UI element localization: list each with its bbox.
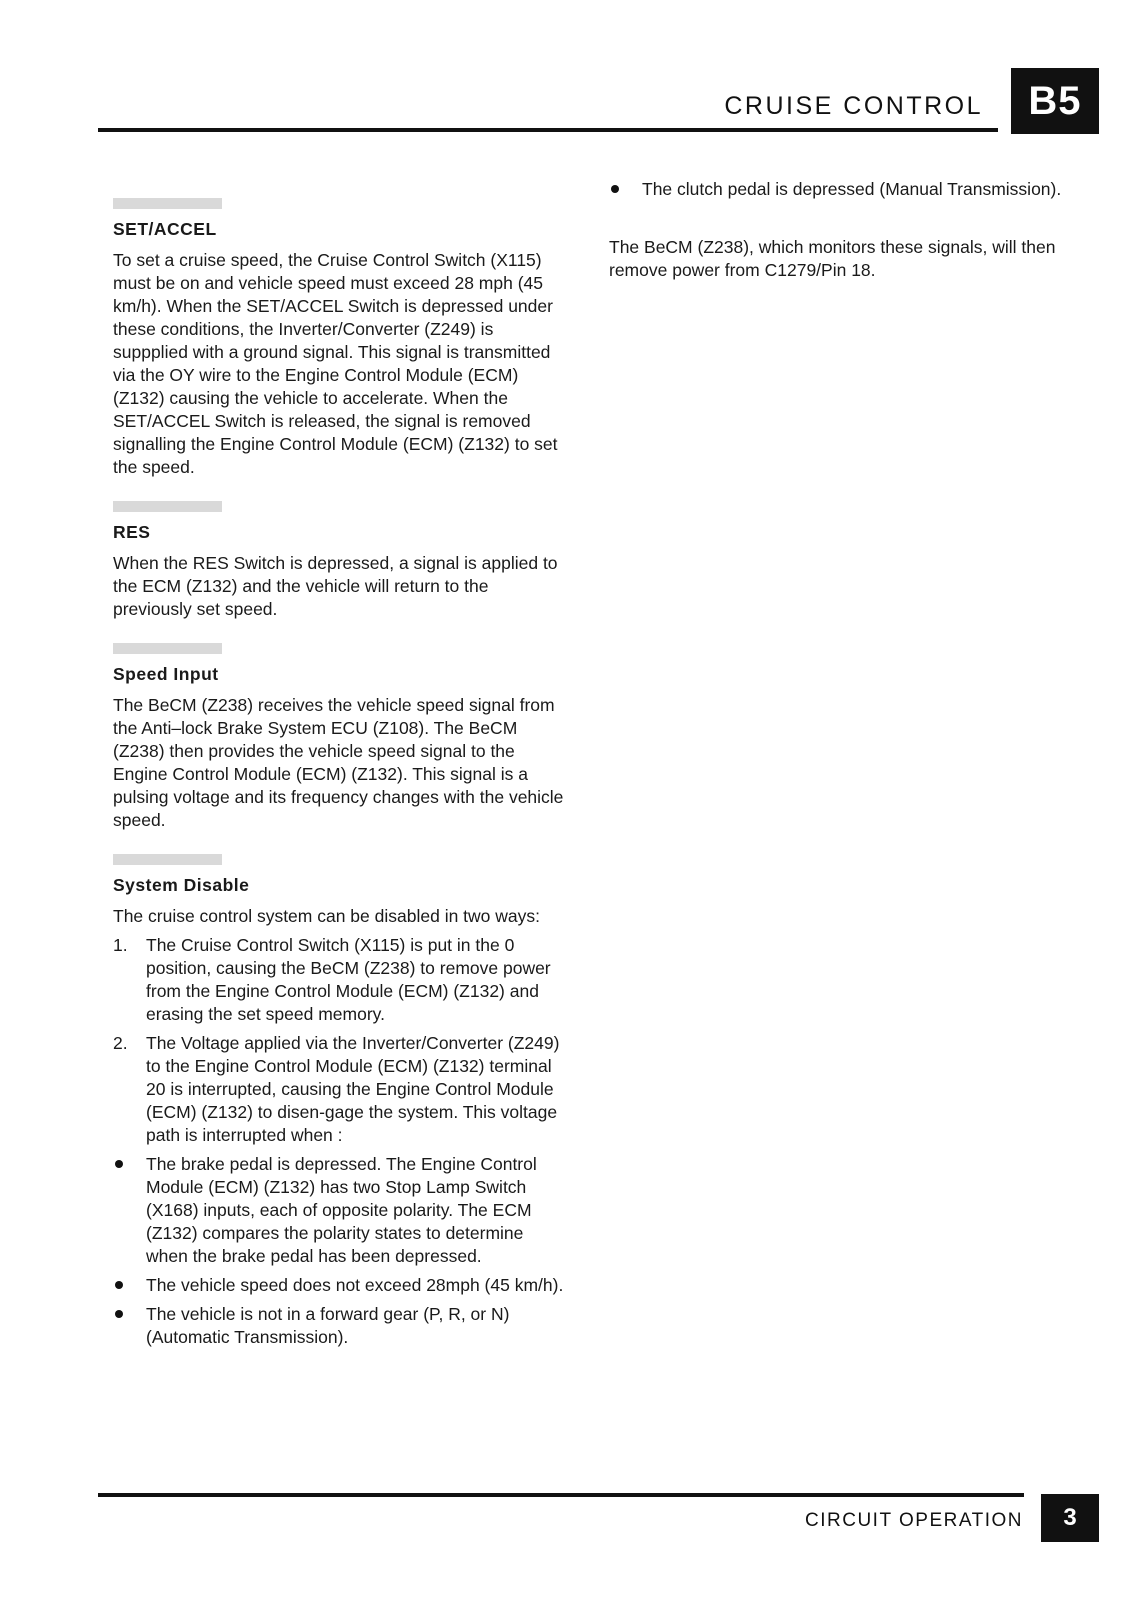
list-item-text: The Voltage applied via the Inverter/Converter (Z249) to the Engine Control Module (ECM) (Z132) terminal 20 is interrupted, causing the Engine Control Module (ECM) (Z132) to disen-gage the system. This voltage path is interrupted when :: [146, 1033, 560, 1145]
section-heading: SET/ACCEL: [113, 219, 217, 239]
section-marker-bar: [113, 198, 222, 209]
section-intro: The cruise control system can be disabled in two ways:: [113, 906, 540, 926]
section-body: The BeCM (Z238) receives the vehicle speed signal from the Anti–lock Brake System ECU (Z108). The BeCM (Z238) then provides the vehicle speed signal to the Engine Control Module (ECM) (Z132). This signal is a pulsing voltage and its frequency changes with the vehicle speed.: [113, 695, 564, 830]
page-number-badge: 3: [1041, 1494, 1099, 1542]
section-heading: System Disable: [113, 875, 250, 895]
closing-paragraph: The BeCM (Z238), which monitors these signals, will then remove power from C1279/Pin 18.: [609, 237, 1056, 280]
section-heading: RES: [113, 522, 151, 542]
section-system-disable: [113, 854, 565, 1349]
section-body: To set a cruise speed, the Cruise Control Switch (X115) must be on and vehicle speed must exceed 28 mph (45 km/h). When the SET/ACCEL Switch is depressed under these conditions, the Inverter/Converter (Z249) is suppplied with a ground signal. This signal is transmitted via the OY wire to the Engine Control Module (ECM) (Z132) causing the vehicle to accelerate. When the SET/ACCEL Switch is released, the signal is removed signalling the Engine Control Module (ECM) (Z132) to set the speed.: [113, 250, 558, 477]
bullet-icon: [611, 185, 619, 193]
page-header-title: CRUISE CONTROL: [724, 92, 983, 120]
section-speed-input: [113, 643, 565, 832]
list-number: 1.: [113, 935, 128, 955]
list-item-text: The vehicle is not in a forward gear (P, R, or N) (Automatic Transmission).: [146, 1304, 510, 1347]
page-footer-title: CIRCUIT OPERATION: [805, 1510, 1023, 1531]
section-marker-bar: [113, 643, 222, 654]
section-set-accel: [113, 198, 565, 479]
section-heading: Speed Input: [113, 664, 219, 684]
list-number: 2.: [113, 1033, 128, 1053]
list-item: [113, 1274, 565, 1297]
left-column: [113, 198, 565, 1371]
list-item: [113, 1032, 565, 1147]
bullet-icon: [115, 1310, 123, 1318]
bullet-list: [609, 178, 1069, 201]
section-code-badge: B5: [1011, 68, 1099, 134]
list-item: [609, 178, 1069, 201]
section-marker-bar: [113, 501, 222, 512]
list-item-text: The vehicle speed does not exceed 28mph (45 km/h).: [146, 1275, 564, 1295]
bullet-icon: [115, 1160, 123, 1168]
list-item: [113, 934, 565, 1026]
header-rule: [98, 128, 998, 132]
bullet-icon: [115, 1281, 123, 1289]
numbered-list: [113, 934, 565, 1349]
section-marker-bar: [113, 854, 222, 865]
footer-rule: [98, 1493, 1024, 1497]
list-item-text: The brake pedal is depressed. The Engine Control Module (ECM) (Z132) has two Stop Lamp Switch (X168) inputs, each of opposite polarity. The ECM (Z132) compares the polarity states to determine when the brake pedal has been depressed.: [146, 1154, 537, 1266]
list-item-text: The clutch pedal is depressed (Manual Transmission).: [642, 179, 1062, 199]
section-res: [113, 501, 565, 621]
list-item-text: The Cruise Control Switch (X115) is put in the 0 position, causing the BeCM (Z238) to remove power from the Engine Control Module (ECM) (Z132) and erasing the set speed memory.: [146, 935, 551, 1024]
section-body: When the RES Switch is depressed, a signal is applied to the ECM (Z132) and the vehicle will return to the previously set speed.: [113, 553, 558, 619]
right-column: [609, 178, 1069, 282]
list-item: [113, 1153, 565, 1268]
list-item: [113, 1303, 565, 1349]
